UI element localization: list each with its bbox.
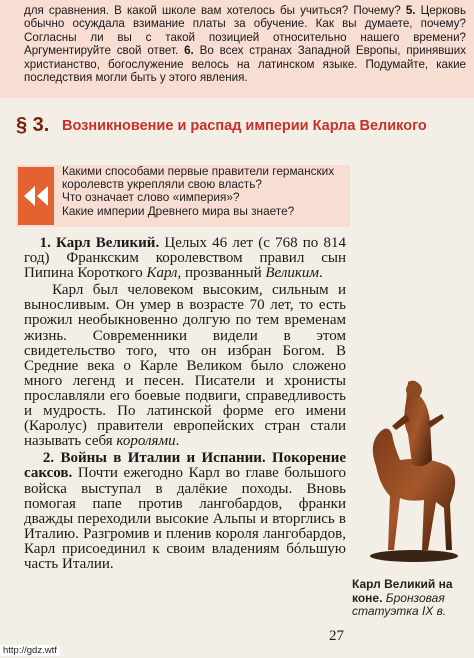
- section-number: § 3.: [16, 114, 50, 136]
- review-question: Какие империи Древнего мира вы знаете?: [62, 203, 295, 218]
- text-run: , прозванный: [177, 265, 266, 282]
- subsection-heading: 2. Войны в Италии и Испании. Покорение саксов.: [24, 450, 347, 482]
- caption-description: Бронзовая статуэтка IX в.: [352, 590, 447, 618]
- italic-term: Великим: [265, 265, 319, 282]
- body-text: [24, 236, 346, 572]
- italic-term: Карл: [146, 265, 178, 282]
- image-caption: [352, 578, 470, 619]
- statue-image: [358, 374, 464, 564]
- text-run: Карл был человеком высоким, сильным и выносливым. Он умер в возрасте 70 лет, то есть прожил необыкновенно долгую по тем временам жизнь. Современники видели в этом свидетельство того, что он избран Богом. В Средние века о Карле Великом было сложено много легенд и песен. Писатели и хронисты прославляли его боевые подвиги, справедливость и мудрость. По латинской форме его имени (Каролус) правители европейских стран стали называть себя: [24, 282, 347, 450]
- caption-title: Карл Великий на коне.: [352, 577, 453, 605]
- text-run: Почти ежегодно Карл во главе большого войска выступал в далёкие походы. Вновь помогая папе против лангобардов, франки дважды переходили высокие Альпы и вторглись в Италию. Разгромив и пленив короля лангобардов, Карл присоединил к своим владениям бóльшую часть Италии.: [24, 465, 346, 572]
- question-text: для сравнения. В какой школе вам хотелось бы учиться? Почему?: [24, 4, 401, 17]
- question-text: Во всех странах Западной Европы, принявших христианство, богослужение велось на латинском языке. Подумайте, какие последствия могли быть у этого явления.: [24, 44, 466, 85]
- double-left-arrow-icon: [18, 167, 54, 225]
- subsection-heading: 1. Карл Великий.: [39, 235, 160, 251]
- text-run: .: [318, 265, 323, 282]
- watermark-link[interactable]: http://gdz.wtf: [0, 645, 60, 656]
- question-number: 5.: [405, 4, 416, 17]
- italic-term: королями: [116, 433, 176, 450]
- review-question: Какими способами первые правители германских королевств укрепляли свою власть?: [62, 164, 335, 192]
- question-number: 6.: [184, 44, 194, 58]
- paragraph: [24, 451, 346, 572]
- text-run: Целых 46 лет (с 768 по 814 год) Франкским королевством правил сын Пипина Короткого: [24, 235, 347, 282]
- section-title: Возникновение и распад империи Карла Великого: [62, 118, 427, 134]
- paragraph: [24, 283, 346, 449]
- page-number: 27: [329, 628, 344, 644]
- assignment-questions: [24, 4, 466, 84]
- review-question: Что означает слово «империя»?: [62, 190, 240, 205]
- text-run: .: [175, 433, 180, 450]
- paragraph: [24, 236, 346, 281]
- review-questions: [62, 165, 350, 218]
- question-text: Церковь обычно осуждала взимание платы за обучение. Как вы думаете, почему? Согласны ли вы с такой позицией относительно нашего времени? Аргументируйте свой ответ.: [24, 4, 466, 58]
